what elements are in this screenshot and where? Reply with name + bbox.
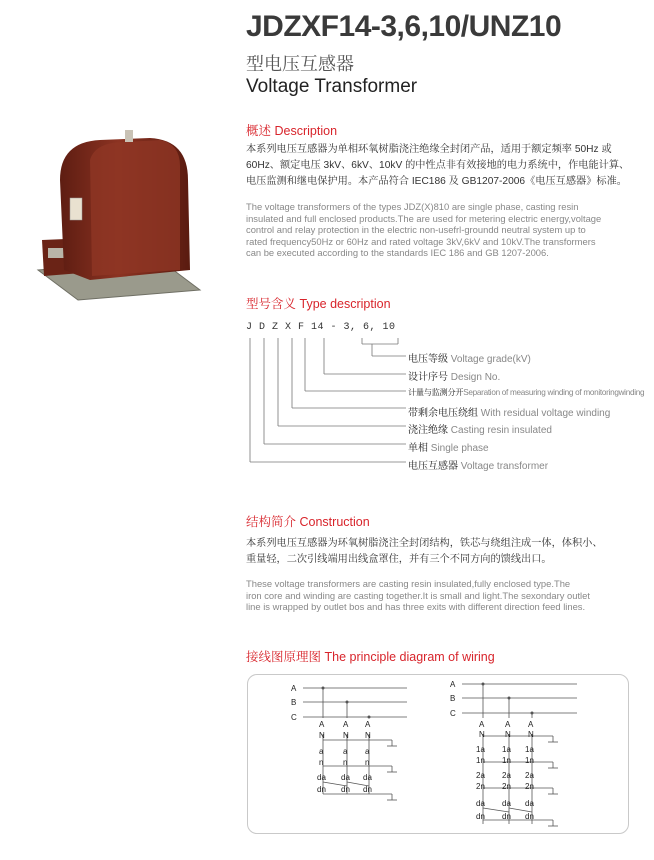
terminal-label: A — [319, 720, 325, 729]
text-line: 电压监测和继电保护用。本产品符合 IEC186 及 GB1207-2006《电压互感器》标准。 — [246, 176, 627, 187]
description-heading — [246, 121, 337, 139]
terminal-label: 2a — [476, 771, 485, 780]
terminal-label: a — [365, 747, 370, 756]
wiring-heading-en: The principle diagram of wiring — [324, 650, 495, 664]
terminal-label: da — [525, 799, 534, 808]
terminal-label: N — [343, 731, 349, 740]
text-line: 60Hz、额定电压 3kV、6kV、10kV 的中性点非有效接地的电力系统中，作电能计算、 — [246, 160, 630, 171]
terminal-label: 1n — [525, 756, 534, 765]
label-en: Single phase — [430, 443, 489, 454]
type-code-brackets — [240, 334, 410, 474]
terminal-label: N — [479, 730, 485, 739]
description-heading-cn: 概述 — [246, 124, 272, 138]
terminal-label: 1a — [502, 745, 511, 754]
terminal-label: dn — [341, 785, 350, 794]
terminal-label: n — [365, 758, 370, 767]
terminal-label: 1a — [476, 745, 485, 754]
terminal-label: N — [505, 730, 511, 739]
label-cn: 浇注绝缘 — [408, 425, 448, 436]
label-en: Voltage transformer — [460, 461, 549, 472]
text-line: line is wrapped by outlet bos and has three exits with different direction feed lines. — [246, 601, 586, 613]
type-label — [408, 439, 489, 454]
terminal-label: dn — [502, 812, 511, 821]
terminal-label: 2a — [502, 771, 511, 780]
phase-label: C — [291, 713, 297, 722]
description-heading-en: Description — [274, 124, 338, 138]
text-line: The voltage transformers of the types JDZ(X)810 are single phase, casting resin — [246, 201, 579, 212]
terminal-label: dn — [363, 785, 372, 794]
type-label — [408, 457, 548, 472]
construction-heading — [246, 512, 370, 530]
label-en: Design No. — [450, 372, 501, 383]
label-cn: 电压互感器 — [408, 461, 458, 472]
terminal-label: 1n — [502, 756, 511, 765]
terminal-label: N — [528, 730, 534, 739]
terminal-label: N — [319, 731, 325, 740]
terminal-label: 2n — [525, 782, 534, 791]
phase-label: A — [291, 684, 297, 693]
product-photo — [30, 120, 210, 310]
type-label — [408, 368, 500, 383]
terminal-label: 2a — [525, 771, 534, 780]
text-line: insulated and full enclosed products.The are used for metering electric energy,voltage — [246, 212, 602, 224]
label-cn: 电压等级 — [408, 354, 448, 365]
terminal-label: A — [479, 720, 485, 729]
terminal-label: dn — [317, 785, 326, 794]
terminal-label: da — [363, 773, 372, 782]
description-text-cn — [246, 142, 636, 190]
type-label — [408, 387, 644, 398]
terminal-label: A — [505, 720, 511, 729]
terminal-label: a — [343, 747, 348, 756]
label-cn: 单相 — [408, 443, 428, 454]
type-label — [408, 350, 531, 365]
label-en: Separation of measuring winding of monitoringwinding — [463, 388, 645, 397]
construction-text-en — [246, 578, 636, 613]
terminal-label: n — [343, 758, 348, 767]
terminal-label: n — [319, 758, 324, 767]
type-heading-cn: 型号含义 — [246, 297, 297, 311]
type-label — [408, 404, 610, 419]
phase-label: B — [450, 694, 456, 703]
label-cn: 设计序号 — [408, 372, 448, 383]
text-line: iron core and winding are casting together.It is small and light.The sexondary outlet — [246, 589, 590, 601]
product-name-en: Voltage Transformer — [246, 76, 418, 97]
phase-label: B — [291, 698, 297, 707]
product-name-cn: 型电压互感器 — [246, 54, 354, 74]
text-line: 本系列电压互感器为环氧树脂浇注全封闭结构，铁芯与绕组注成一体，体积小、 — [246, 538, 603, 549]
terminal-label: 1n — [476, 756, 485, 765]
text-line: 重量轻，二次引线端用出线盒罩住，并有三个不同方向的馈线出口。 — [246, 554, 552, 565]
label-en: With residual voltage winding — [480, 408, 611, 419]
wiring-diagram — [247, 674, 629, 834]
text-line: can be executed according to the standards IEC 186 and GB 1207-2006. — [246, 247, 549, 259]
terminal-label: 2n — [502, 782, 511, 791]
type-code: J D Z X F 14 - 3, 6, 10 — [246, 322, 396, 333]
terminal-label: da — [341, 773, 350, 782]
construction-text-cn — [246, 536, 636, 568]
construction-heading-en: Construction — [299, 515, 370, 529]
description-text-en — [246, 201, 636, 259]
label-en: Voltage grade(kV) — [450, 354, 531, 365]
terminal-label: dn — [525, 812, 534, 821]
phase-label: C — [450, 709, 456, 718]
terminal-label: da — [317, 773, 326, 782]
terminal-label: A — [365, 720, 371, 729]
terminal-label: 2n — [476, 782, 485, 791]
terminal-label: da — [476, 799, 485, 808]
text-line: 本系列电压互感器为单相环氧树脂浇注绝缘全封闭产品，适用于额定频率 50Hz 或 — [246, 144, 612, 155]
terminal-label: N — [365, 731, 371, 740]
terminal-label: a — [319, 747, 324, 756]
terminal-label: dn — [476, 812, 485, 821]
label-cn: 带剩余电压绕组 — [408, 408, 478, 419]
text-line: control and relay protection in the electric non-usefrl-groundd neutral system up to — [246, 224, 586, 236]
wiring-heading — [246, 647, 495, 665]
type-heading-en: Type description — [299, 297, 391, 311]
phase-label: A — [450, 680, 456, 689]
terminal-label: A — [343, 720, 349, 729]
text-line: rated frequency50Hz or 60Hz and rated voltage 3kV,6kV and 10kV.The transformers — [246, 235, 596, 247]
model-title: JDZXF14-3,6,10/UNZ10 — [246, 10, 562, 43]
construction-heading-cn: 结构简介 — [246, 515, 297, 529]
terminal-label: 1a — [525, 745, 534, 754]
label-cn: 计量与监测分开 — [408, 388, 464, 397]
terminal-label: A — [528, 720, 534, 729]
type-description-heading — [246, 294, 391, 312]
terminal-label: da — [502, 799, 511, 808]
type-label — [408, 421, 552, 436]
text-line: These voltage transformers are casting resin insulated,fully enclosed type.The — [246, 578, 571, 589]
wiring-heading-cn: 接线图原理图 — [246, 650, 322, 664]
label-en: Casting resin insulated — [450, 425, 552, 436]
